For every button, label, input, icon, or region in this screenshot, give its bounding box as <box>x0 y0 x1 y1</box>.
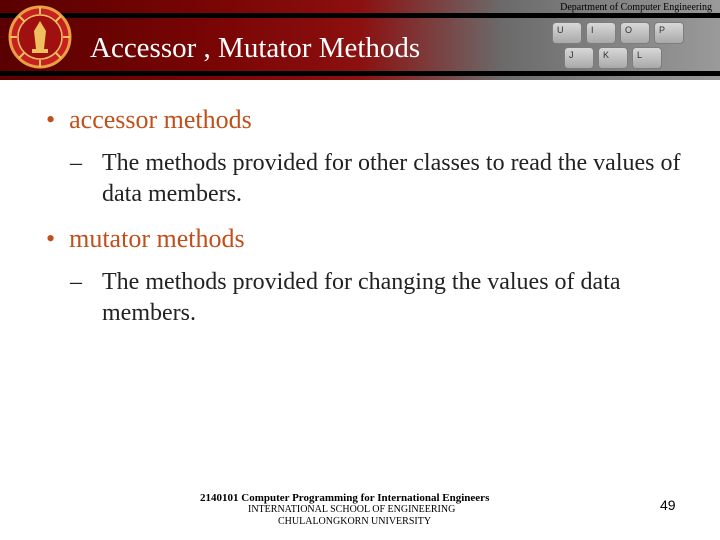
keyboard-key: L <box>632 47 662 69</box>
header-banner <box>0 0 720 80</box>
dash-symbol: – <box>70 269 82 295</box>
keyboard-key: O <box>620 22 650 44</box>
footer-university: CHULALONGKORN UNIVERSITY <box>278 516 432 527</box>
page-number: 49 <box>660 497 676 513</box>
footer <box>200 492 520 528</box>
bullet-label: mutator methods <box>69 224 245 253</box>
banner-bottom-stripe <box>0 71 720 76</box>
bullet-label: accessor methods <box>69 105 252 134</box>
keyboard-key: P <box>654 22 684 44</box>
university-logo-icon <box>8 5 72 69</box>
keyboard-key: I <box>586 22 616 44</box>
bullet-mutator <box>46 226 245 252</box>
keyboard-key: U <box>552 22 582 44</box>
bullet-symbol: • <box>46 105 56 134</box>
keyboard-key: J <box>564 47 594 69</box>
department-label: Department of Computer Engineering <box>560 2 712 13</box>
bullet-symbol: • <box>46 224 56 253</box>
sub-item-accessor <box>70 148 692 210</box>
footer-school: INTERNATIONAL SCHOOL OF ENGINEERING <box>248 504 456 515</box>
keyboard-image <box>520 18 720 71</box>
slide-title: Accessor , Mutator Methods <box>90 32 421 64</box>
keyboard-key: K <box>598 47 628 69</box>
sub-item-text: The methods provided for other classes to read the values of data members. <box>102 150 681 207</box>
footer-course: 2140101 Computer Programming for International Engineers <box>200 492 490 504</box>
bullet-accessor <box>46 107 252 133</box>
dash-symbol: – <box>70 150 82 176</box>
sub-item-text: The methods provided for changing the values of data members. <box>102 269 621 326</box>
sub-item-mutator <box>70 267 692 329</box>
